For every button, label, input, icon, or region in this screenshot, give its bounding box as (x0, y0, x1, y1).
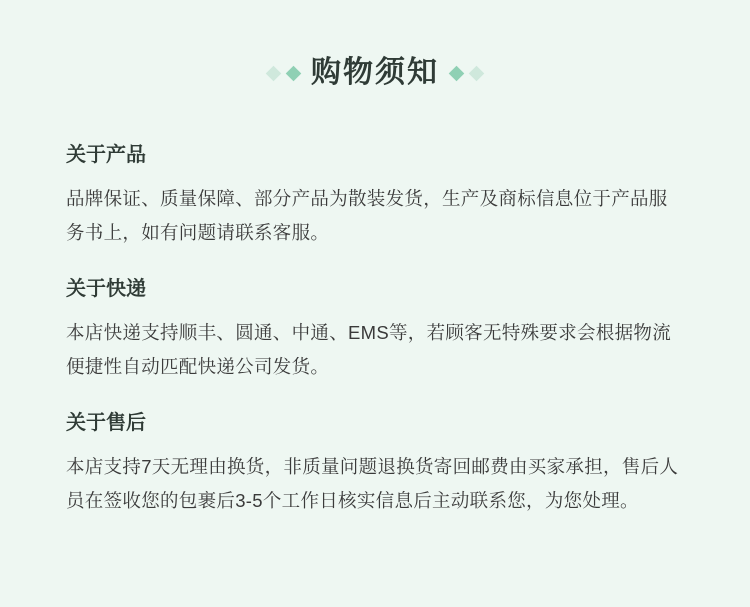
section-body: 品牌保证、质量保障、部分产品为散装发货，生产及商标信息位于产品服务书上，如有问题请联系客服。 (66, 188, 668, 244)
section-product (66, 142, 684, 250)
section-after-sales (66, 410, 684, 518)
section-heading: 关于产品 (66, 144, 146, 167)
section-heading: 关于快递 (66, 278, 146, 301)
ornament-right (451, 68, 482, 79)
notice-content (0, 142, 750, 518)
section-shipping (66, 276, 684, 384)
diamond-light-icon (266, 65, 282, 81)
section-body: 本店快递支持顺丰、圆通、中通、EMS等，若顾客无特殊要求会根据物流便捷性自动匹配快递公司发货。 (66, 322, 671, 378)
diamond-dark-icon (449, 65, 465, 81)
page-title-row (0, 0, 750, 108)
page-title: 购物须知 (311, 56, 439, 90)
diamond-dark-icon (286, 65, 302, 81)
diamond-light-icon (469, 65, 485, 81)
section-body: 本店支持7天无理由换货，非质量问题退换货寄回邮费由买家承担，售后人员在签收您的包裹后3-5个工作日核实信息后主动联系您，为您处理。 (66, 456, 679, 512)
ornament-left (268, 68, 299, 79)
section-heading: 关于售后 (66, 412, 146, 435)
